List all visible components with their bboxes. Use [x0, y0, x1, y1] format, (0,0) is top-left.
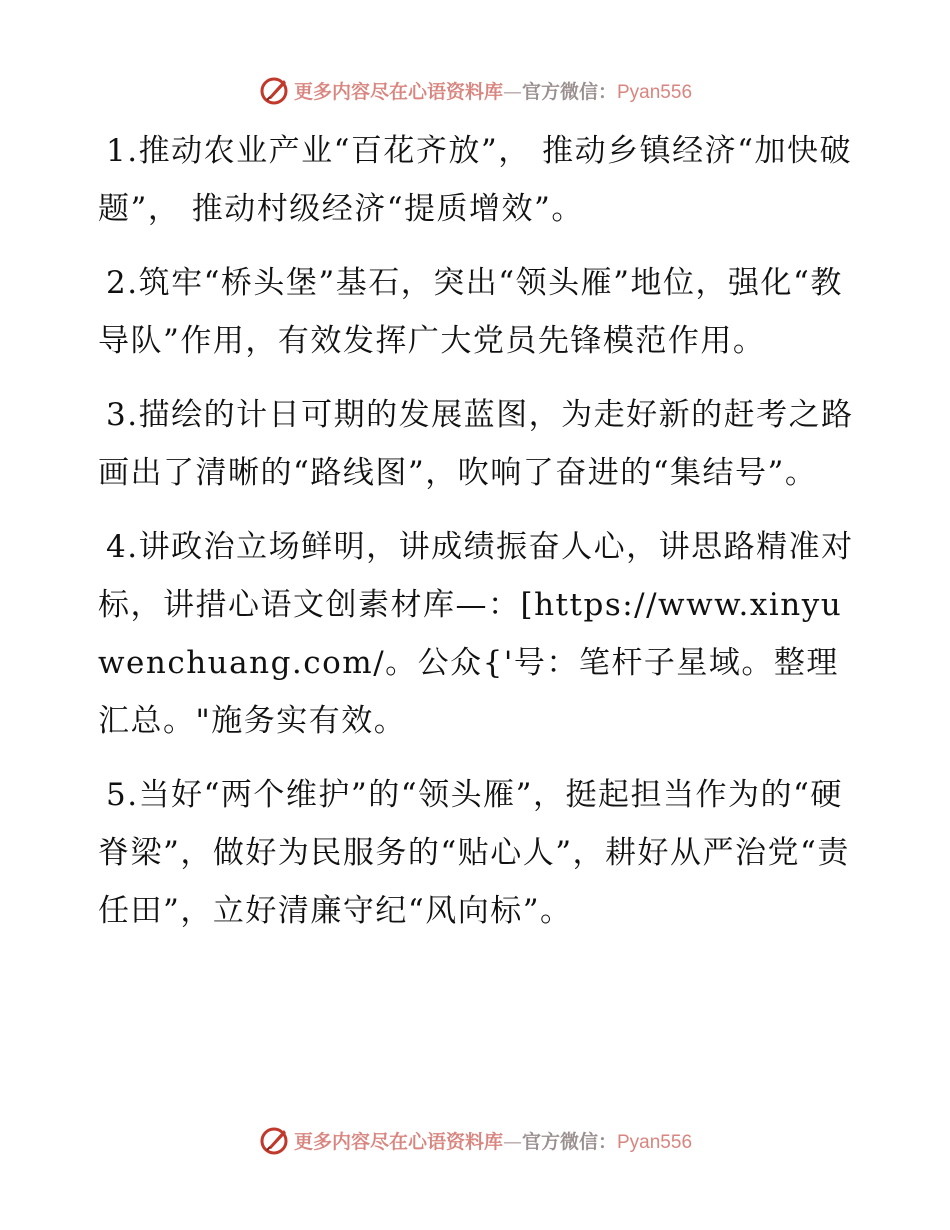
quill-logo-icon — [258, 74, 290, 106]
quill-logo-icon — [258, 1124, 290, 1156]
banner-wechat-label: 官方微信： — [521, 1130, 617, 1153]
header-banner — [0, 70, 950, 110]
paragraph-3: 3.描绘的计日可期的发展蓝图，为走好新的赶考之路画出了清晰的“路线图”，吹响了奋进的“集结号”。 — [98, 397, 854, 491]
document-body — [98, 122, 858, 956]
banner-text — [294, 1127, 692, 1154]
banner-promo-text: 更多内容尽在心语资料库 — [293, 80, 503, 103]
paragraph-4: 4.讲政治立场鲜明，讲成绩振奋人心，讲思路精准对标，讲措心语文创素材库—：[https://www.xinyuwenchuang.com/。公众{'号：笔杆子星域。整理汇总。"施务实有效。 — [98, 529, 854, 739]
banner-promo-text: 更多内容尽在心语资料库 — [293, 1130, 503, 1153]
banner-wechat-label: 官方微信： — [521, 80, 617, 103]
banner-dash: — — [502, 1130, 522, 1153]
paragraph-2: 2.筑牢“桥头堡”基石，突出“领头雁”地位，强化“教导队”作用，有效发挥广大党员先锋模范作用。 — [98, 265, 843, 359]
banner-dash: — — [502, 80, 522, 103]
banner-account: Pyan556 — [617, 81, 693, 103]
footer-banner — [0, 1120, 950, 1160]
banner-text — [294, 77, 692, 104]
banner-account: Pyan556 — [617, 1131, 693, 1153]
paragraph-1: 1.推动农业产业“百花齐放”， 推动乡镇经济“加快破题”， 推动村级经济“提质增效”。 — [98, 133, 852, 227]
paragraph-5: 5.当好“两个维护”的“领头雁”，挺起担当作为的“硬脊梁”，做好为民服务的“贴心人”，耕好从严治党“责任田”，立好清廉守纪“风向标”。 — [98, 777, 850, 929]
